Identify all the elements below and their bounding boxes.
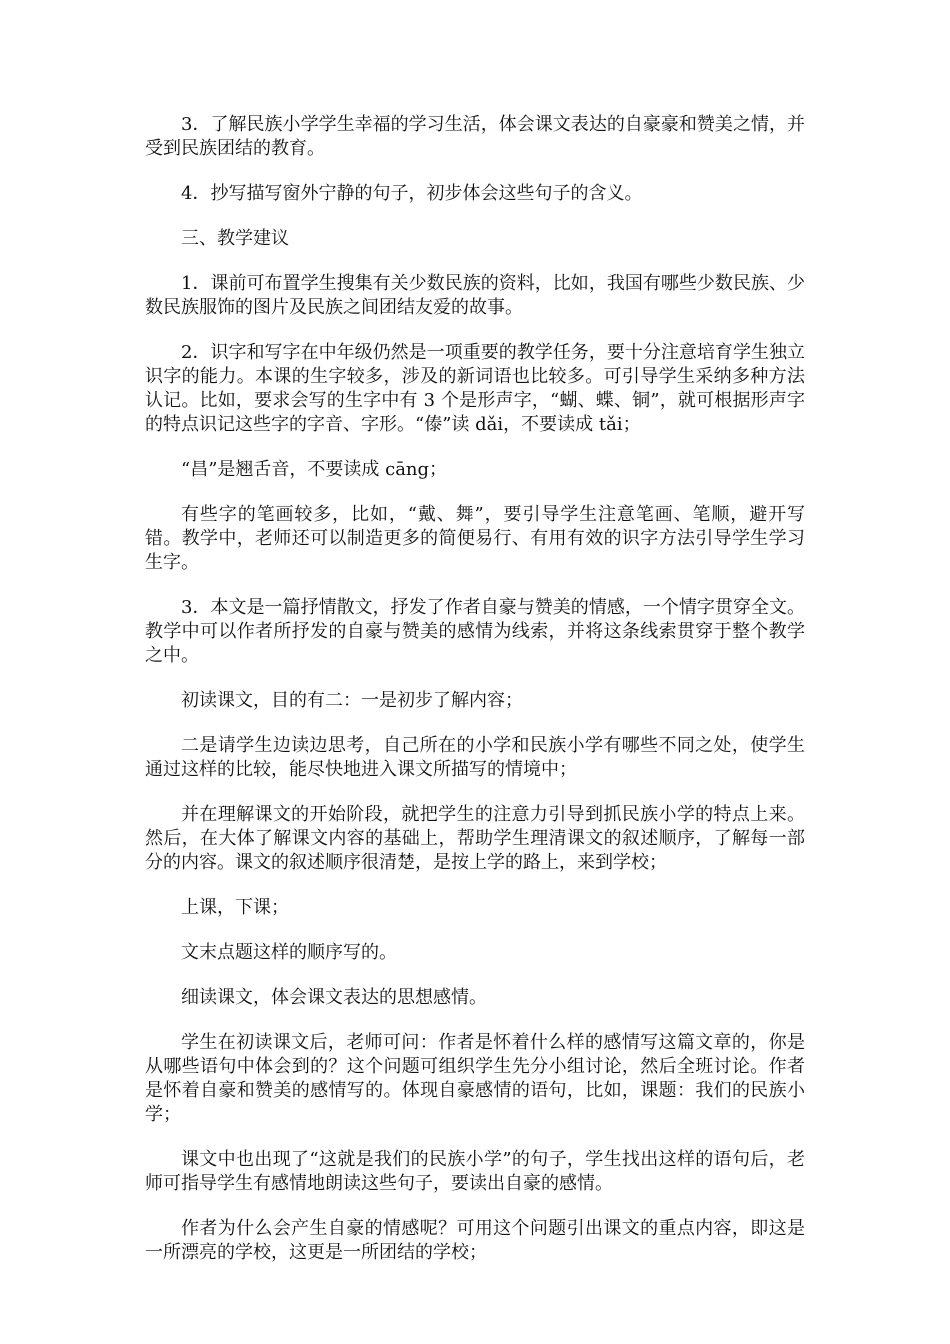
paragraph-class-sequence: 上课，下课； [181, 897, 289, 918]
paragraph-first-reading: 初读课文，目的有二：一是初步了解内容； [181, 690, 523, 711]
section-heading-teaching-suggestions: 三、教学建议 [181, 228, 289, 249]
paragraph-second-purpose: 二是请学生边读边思考，自己所在的小学和民族小学有哪些不同之处，使学生通过这样的比较，能尽快地进入课文所描写的情境中； [145, 735, 805, 780]
paragraph-ending-theme: 文末点题这样的顺序写的。 [181, 942, 397, 963]
paragraph-suggestion-3: 3．本文是一篇抒情散文，抒发了作者自豪与赞美的情感，一个情字贯穿全文。教学中可以作者所抒发的自豪与赞美的感情为线索，并将这条线索贯穿于整个教学之中。 [145, 597, 805, 666]
paragraph-understanding-order: 并在理解课文的开始阶段，就把学生的注意力引导到抓民族小学的特点上来。然后，在大体了解课文内容的基础上，帮助学生理清课文的叙述顺序，了解每一部分的内容。课文的叙述顺序很清楚，是按上学的路上，来到学校； [145, 804, 805, 873]
paragraph-stroke-note: 有些字的笔画较多，比如，“戴、舞”，要引导学生注意笔画、笔顺，避开写错。教学中，老师还可以制造更多的简便易行、有用有效的识字方法引导学生学习生字。 [145, 504, 805, 573]
document-body [145, 113, 805, 1286]
paragraph-pronunciation-note: “昌”是翘舌音，不要读成 cāng； [181, 459, 448, 480]
paragraph-teacher-question: 学生在初读课文后，老师可问：作者是怀着什么样的感情写这篇文章的，你是从哪些语句中体会到的？这个问题可组织学生先分小组讨论，然后全班讨论。作者是怀着自豪和赞美的感情写的。体现自豪感情的语句，比如，课题：我们的民族小学； [145, 1032, 805, 1125]
paragraph-reading-aloud: 课文中也出现了“这就是我们的民族小学”的句子，学生找出这样的语句后，老师可指导学生有感情地朗读这些句子，要读出自豪的感情。 [145, 1149, 805, 1194]
paragraph-suggestion-2: 2．识字和写字在中年级仍然是一项重要的教学任务，要十分注意培育学生独立识字的能力。本课的生字较多，涉及的新词语也比较多。可引导学生采纳多种方法认记。比如，要求会写的生字中有 3 个是形声字，“蝴、蝶、铜”，就可根据形声字的特点识记这些字的字音、字形。“傣”读 dǎi，不要读成 tǎi； [145, 342, 805, 435]
paragraph-objective-3: 3．了解民族小学学生幸福的学习生活，体会课文表达的自豪豪和赞美之情，并受到民族团结的教育。 [145, 114, 805, 159]
paragraph-pride-reason: 作者为什么会产生自豪的情感呢？可用这个问题引出课文的重点内容，即这是一所漂亮的学校，这更是一所团结的学校； [145, 1218, 805, 1263]
paragraph-detailed-reading: 细读课文，体会课文表达的思想感情。 [181, 987, 487, 1008]
paragraph-suggestion-1: 1．课前可布置学生搜集有关少数民族的资料，比如，我国有哪些少数民族、少数民族服饰的图片及民族之间团结友爱的故事。 [145, 273, 805, 318]
paragraph-objective-4: 4．抄写描写窗外宁静的句子，初步体会这些句子的含义。 [181, 183, 643, 204]
